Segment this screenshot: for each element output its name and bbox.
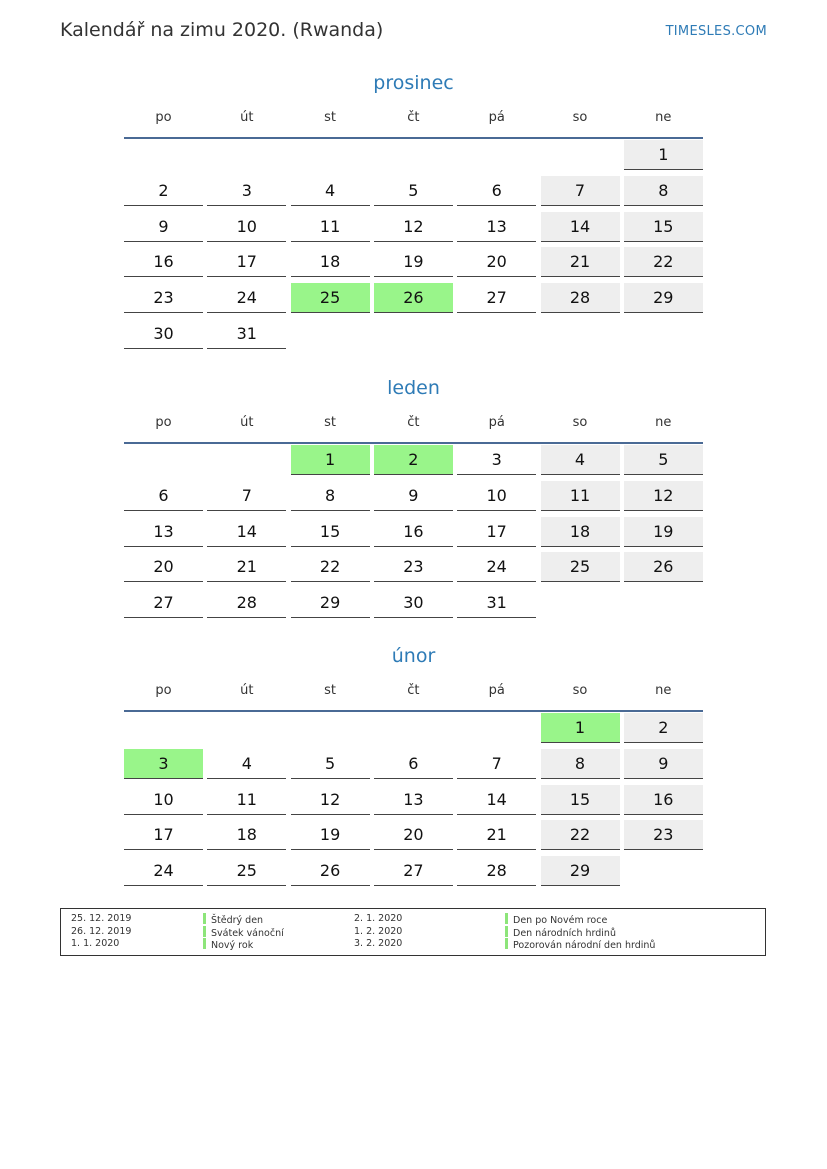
legend-holiday-name: Den po Novém roce bbox=[513, 915, 608, 926]
weekday-label: út bbox=[240, 415, 254, 430]
legend-date: 25. 12. 2019 bbox=[71, 913, 132, 924]
day-cell: 15 bbox=[624, 212, 703, 242]
day-cell: 28 bbox=[457, 856, 536, 886]
day-cell: 17 bbox=[457, 517, 536, 547]
day-cell: 25 bbox=[541, 552, 620, 582]
day-cell: 3 bbox=[457, 445, 536, 475]
day-cell: 20 bbox=[374, 820, 453, 850]
day-cell: 9 bbox=[124, 212, 203, 242]
day-cell: 18 bbox=[541, 517, 620, 547]
day-cell: 22 bbox=[291, 552, 370, 582]
weekday-label: út bbox=[240, 683, 254, 698]
day-cell: 14 bbox=[457, 785, 536, 815]
day-cell: 5 bbox=[374, 176, 453, 206]
day-cell: 27 bbox=[374, 856, 453, 886]
day-cell: 16 bbox=[374, 517, 453, 547]
header-rule bbox=[124, 710, 703, 712]
legend-holiday bbox=[203, 913, 284, 926]
weekday-header bbox=[124, 409, 703, 437]
holiday-legend bbox=[60, 908, 766, 956]
day-cell: 23 bbox=[124, 283, 203, 313]
legend-holiday bbox=[505, 926, 655, 939]
legend-holiday bbox=[203, 938, 284, 951]
legend-date: 1. 2. 2020 bbox=[354, 925, 403, 937]
month-name: prosinec bbox=[373, 72, 454, 94]
day-cell: 18 bbox=[291, 247, 370, 277]
day-cell: 8 bbox=[624, 176, 703, 206]
day-cell: 7 bbox=[541, 176, 620, 206]
holiday-day-cell: 1 bbox=[541, 713, 620, 743]
weekday-label: so bbox=[572, 683, 588, 698]
day-cell: 6 bbox=[124, 481, 203, 511]
header-rule bbox=[124, 137, 703, 139]
header-rule bbox=[124, 442, 703, 444]
day-cell: 23 bbox=[374, 552, 453, 582]
weekday-label: st bbox=[324, 683, 337, 698]
day-cell: 11 bbox=[291, 212, 370, 242]
day-cell: 20 bbox=[124, 552, 203, 582]
legend-holiday-name: Den národních hrdinů bbox=[513, 927, 616, 939]
day-cell: 3 bbox=[207, 176, 286, 206]
legend-date: 1. 1. 2020 bbox=[71, 938, 120, 949]
month-name: únor bbox=[391, 645, 436, 667]
day-cell: 8 bbox=[541, 749, 620, 779]
day-cell: 12 bbox=[374, 212, 453, 242]
day-cell: 5 bbox=[624, 445, 703, 475]
day-cell: 19 bbox=[374, 247, 453, 277]
weekday-label: po bbox=[155, 110, 172, 125]
day-cell: 19 bbox=[291, 820, 370, 850]
day-cell: 24 bbox=[457, 552, 536, 582]
legend-dates-left bbox=[71, 913, 131, 951]
day-cell: 29 bbox=[291, 588, 370, 618]
day-cell: 21 bbox=[541, 247, 620, 277]
legend-holiday bbox=[505, 913, 655, 926]
holiday-marker bbox=[203, 938, 206, 949]
day-cell: 6 bbox=[457, 176, 536, 206]
holiday-day-cell: 25 bbox=[291, 283, 370, 313]
day-cell: 22 bbox=[541, 820, 620, 850]
day-cell: 16 bbox=[624, 785, 703, 815]
legend-holiday-name: Nový rok bbox=[211, 940, 254, 951]
day-cell: 24 bbox=[207, 283, 286, 313]
day-cell: 11 bbox=[541, 481, 620, 511]
day-cell: 10 bbox=[124, 785, 203, 815]
day-cell: 28 bbox=[541, 283, 620, 313]
weekday-label: čt bbox=[407, 415, 420, 430]
day-cell: 22 bbox=[624, 247, 703, 277]
legend-date: 26. 12. 2019 bbox=[71, 925, 132, 937]
legend-holiday bbox=[203, 926, 284, 939]
day-cell: 2 bbox=[124, 176, 203, 206]
day-cell: 4 bbox=[291, 176, 370, 206]
weekday-label: ne bbox=[655, 110, 672, 125]
day-cell: 10 bbox=[207, 212, 286, 242]
day-cell: 14 bbox=[541, 212, 620, 242]
day-cell: 15 bbox=[291, 517, 370, 547]
legend-dates-right bbox=[354, 913, 402, 951]
day-cell: 9 bbox=[624, 749, 703, 779]
day-cell: 31 bbox=[457, 588, 536, 618]
day-cell: 5 bbox=[291, 749, 370, 779]
day-cell: 16 bbox=[124, 247, 203, 277]
day-cell: 7 bbox=[457, 749, 536, 779]
day-cell: 9 bbox=[374, 481, 453, 511]
day-cell: 17 bbox=[124, 820, 203, 850]
weekday-label: st bbox=[324, 415, 337, 430]
day-cell: 14 bbox=[207, 517, 286, 547]
day-cell: 24 bbox=[124, 856, 203, 886]
holiday-marker bbox=[505, 913, 508, 924]
day-cell: 26 bbox=[291, 856, 370, 886]
month-name: leden bbox=[387, 377, 440, 399]
weekday-label: čt bbox=[407, 110, 420, 125]
day-cell: 12 bbox=[624, 481, 703, 511]
month-0 bbox=[124, 68, 703, 343]
day-cell: 19 bbox=[624, 517, 703, 547]
legend-date: 3. 2. 2020 bbox=[354, 938, 403, 949]
page-title: Kalendář na zimu 2020. (Rwanda) bbox=[60, 19, 384, 41]
day-cell: 27 bbox=[457, 283, 536, 313]
day-cell: 13 bbox=[374, 785, 453, 815]
day-cell: 18 bbox=[207, 820, 286, 850]
weekday-label: út bbox=[240, 110, 254, 125]
weekday-label: pá bbox=[488, 110, 505, 125]
day-cell: 17 bbox=[207, 247, 286, 277]
day-cell: 13 bbox=[124, 517, 203, 547]
day-cell: 23 bbox=[624, 820, 703, 850]
holiday-marker bbox=[203, 913, 206, 924]
weekday-header bbox=[124, 677, 703, 705]
weekday-label: so bbox=[572, 415, 588, 430]
weekday-header bbox=[124, 104, 703, 132]
legend-names-left bbox=[203, 913, 284, 951]
holiday-day-cell: 1 bbox=[291, 445, 370, 475]
day-cell: 7 bbox=[207, 481, 286, 511]
day-cell: 29 bbox=[624, 283, 703, 313]
weekday-label: po bbox=[155, 415, 172, 430]
weekday-label: pá bbox=[488, 415, 505, 430]
holiday-marker bbox=[505, 926, 508, 937]
day-cell: 30 bbox=[374, 588, 453, 618]
holiday-day-cell: 3 bbox=[124, 749, 203, 779]
legend-holiday-name: Pozorován národní den hrdinů bbox=[513, 940, 656, 951]
day-cell: 6 bbox=[374, 749, 453, 779]
day-cell: 10 bbox=[457, 481, 536, 511]
holiday-day-cell: 2 bbox=[374, 445, 453, 475]
day-cell: 29 bbox=[541, 856, 620, 886]
weekday-label: čt bbox=[407, 683, 420, 698]
legend-holiday-name: Svátek vánoční bbox=[211, 927, 284, 939]
day-cell: 21 bbox=[207, 552, 286, 582]
day-cell: 30 bbox=[124, 319, 203, 349]
holiday-marker bbox=[505, 938, 508, 949]
legend-holiday-name: Štědrý den bbox=[211, 915, 264, 926]
day-cell: 11 bbox=[207, 785, 286, 815]
weekday-label: po bbox=[155, 683, 172, 698]
day-cell: 2 bbox=[624, 713, 703, 743]
weekday-label: ne bbox=[655, 415, 672, 430]
day-cell: 20 bbox=[457, 247, 536, 277]
day-cell: 15 bbox=[541, 785, 620, 815]
month-2 bbox=[124, 641, 703, 881]
weekday-label: ne bbox=[655, 683, 672, 698]
day-cell: 21 bbox=[457, 820, 536, 850]
day-cell: 13 bbox=[457, 212, 536, 242]
legend-holiday bbox=[505, 938, 655, 951]
brand-link[interactable]: TIMESLES.COM bbox=[665, 24, 767, 39]
day-cell: 31 bbox=[207, 319, 286, 349]
day-cell: 4 bbox=[207, 749, 286, 779]
day-cell: 28 bbox=[207, 588, 286, 618]
day-cell: 8 bbox=[291, 481, 370, 511]
holiday-day-cell: 26 bbox=[374, 283, 453, 313]
day-cell: 12 bbox=[291, 785, 370, 815]
day-cell: 26 bbox=[624, 552, 703, 582]
legend-date: 2. 1. 2020 bbox=[354, 913, 403, 924]
month-1 bbox=[124, 373, 703, 613]
holiday-marker bbox=[203, 926, 206, 937]
day-cell: 25 bbox=[207, 856, 286, 886]
day-cell: 4 bbox=[541, 445, 620, 475]
legend-names-right bbox=[505, 913, 655, 951]
weekday-label: st bbox=[324, 110, 337, 125]
weekday-label: so bbox=[572, 110, 588, 125]
weekday-label: pá bbox=[488, 683, 505, 698]
day-cell: 27 bbox=[124, 588, 203, 618]
day-cell: 1 bbox=[624, 140, 703, 170]
